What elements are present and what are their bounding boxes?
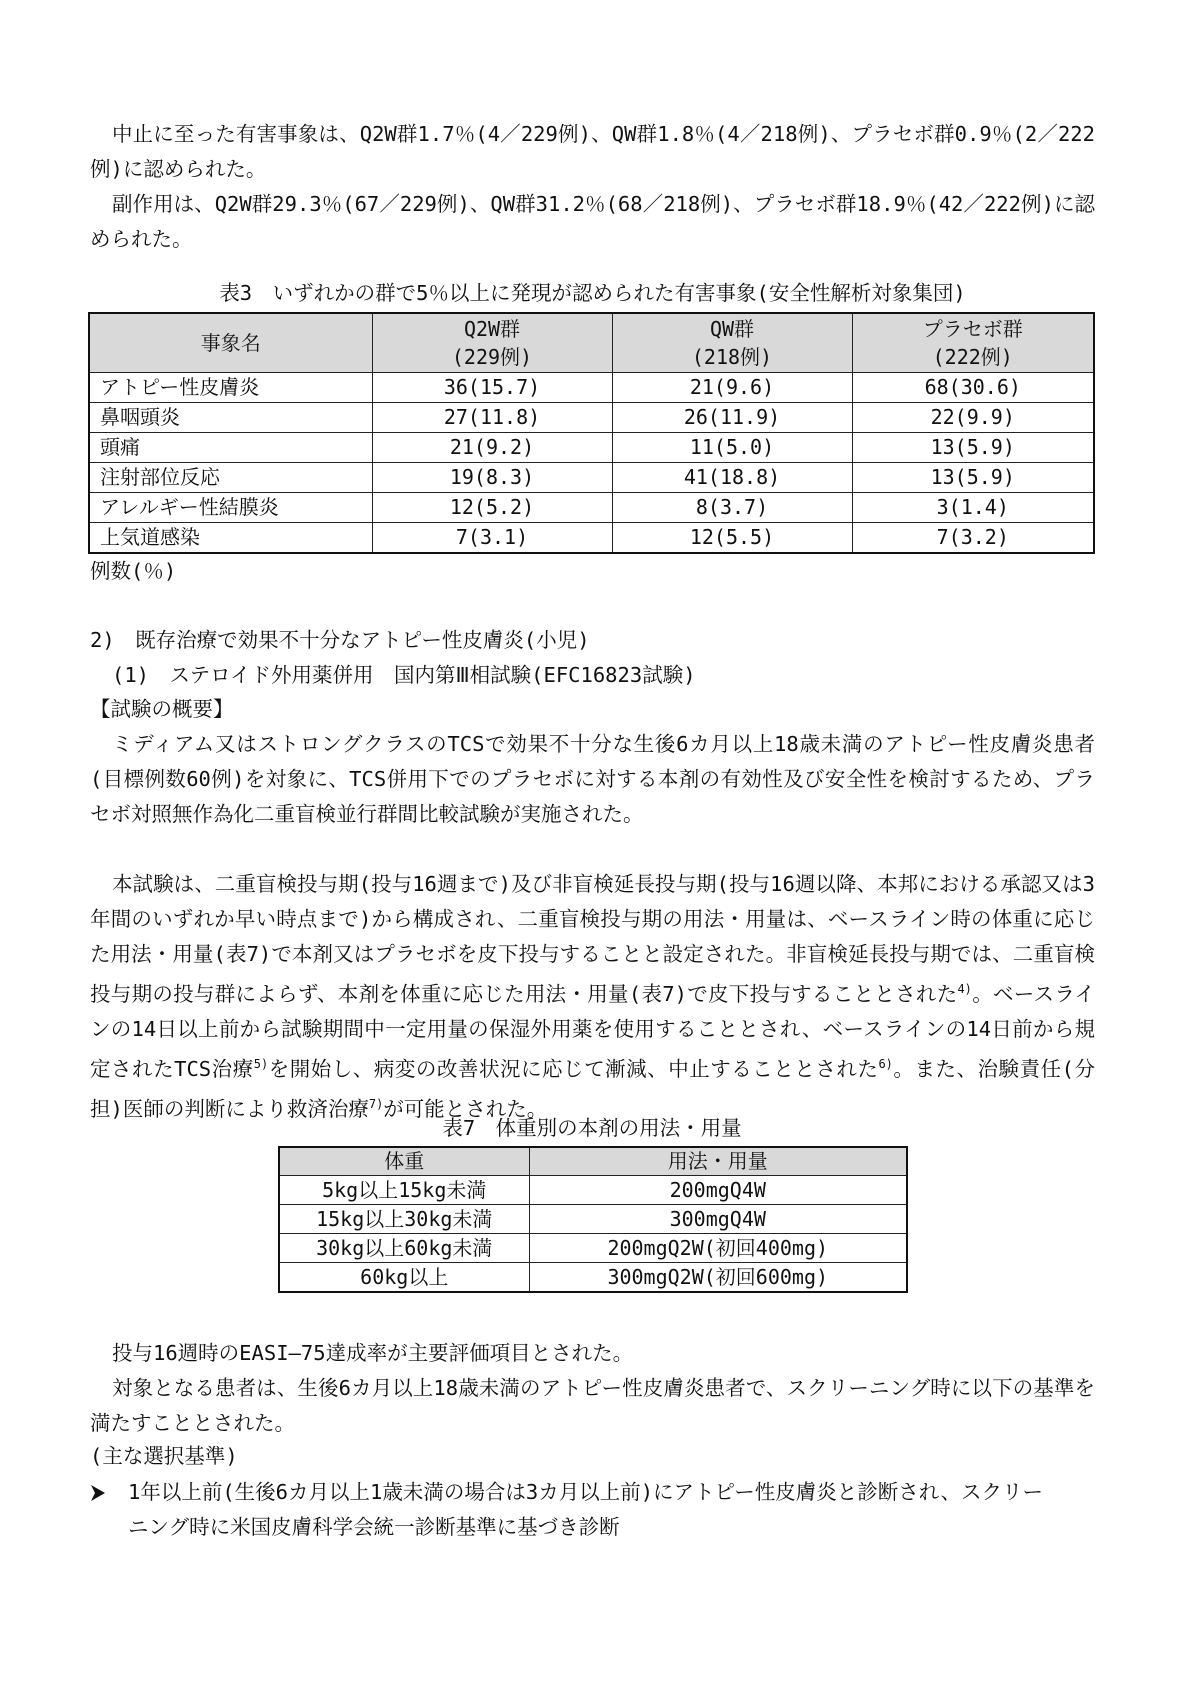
table-row: [89, 433, 1094, 463]
reference-6: 6): [878, 1056, 893, 1071]
header-qw: QW群 (218例): [612, 313, 852, 373]
paragraph-trial-schedule: 本試験は、二重盲検投与期(投与16週まで)及び非盲検延長投与期(投与16週以降、本邦における承認又は3年間のいずれか早い時点まで)から構成され、二重盲検投与期の用法・用量は、ベースライン時の体重に応じた用法・用量(表7)で本剤又はプラセボを皮下投与することと設定された。非盲検延長投与期では、二重盲検投与期の投与群によらず、本剤を体重に応じた用法・用量(表7)で皮下投与することとされた$^{4)}$。ベースラインの14日以上前から試験期間中一定用量の保湿外用薬を使用することとされ、ベースラインの14日前から規定されたTCS治療$^{5)}$を開始し、病変の改善状況に応じて漸減、中止することとされた$^{6)}$。また、治験責任(分担)医師の判断により救済治療$^{7)}$が可能とされた。: [90, 872, 1096, 1121]
qw-value: 8(3.7): [612, 493, 852, 523]
table-row: [279, 1263, 907, 1293]
qw-value: 41(18.8): [612, 463, 852, 493]
table-row: [279, 1205, 907, 1234]
table-row: [89, 463, 1094, 493]
table-row: [279, 1176, 907, 1205]
placebo-value: 22(9.9): [852, 403, 1094, 433]
trial-overview-heading: 【試験の概要】: [90, 697, 234, 721]
event-name: 注射部位反応: [89, 463, 372, 493]
adverse-events-table: [88, 312, 1095, 554]
paragraph-trial-design: ミディアム又はストロングクラスのTCSで効果不十分な生後6カ月以上18歳未満のアトピー性皮膚炎患者(目標例数60例)を対象に、TCS併用下でのプラセボに対する本剤の有効性及び安全性を検討するため、プラセボ対照無作為化二重盲検並行群間比較試験が実施された。: [90, 732, 1095, 826]
weight-value: 60kg以上: [279, 1263, 529, 1293]
q2w-value: 12(5.2): [372, 493, 612, 523]
q2w-value: 21(9.2): [372, 433, 612, 463]
placebo-value: 13(5.9): [852, 433, 1094, 463]
table-header-row: [89, 313, 1094, 373]
reference-5: 5): [253, 1056, 269, 1071]
event-name: アレルギー性結膜炎: [89, 493, 372, 523]
weight-value: 30kg以上60kg未満: [279, 1234, 529, 1263]
header-weight: 体重: [279, 1147, 529, 1176]
event-name: 頭痛: [89, 433, 372, 463]
header-q2w: Q2W群 (229例): [372, 313, 612, 373]
placebo-value: 68(30.6): [852, 373, 1094, 403]
table-row: [89, 403, 1094, 433]
selection-criteria-heading: (主な選択基準): [90, 1444, 238, 1468]
q2w-value: 19(8.3): [372, 463, 612, 493]
table-row: [89, 523, 1094, 554]
dose-value: 300mgQ4W: [529, 1205, 907, 1234]
qw-value: 11(5.0): [612, 433, 852, 463]
qw-value: 12(5.5): [612, 523, 852, 554]
reference-7: 7): [368, 1096, 384, 1111]
weight-value: 15kg以上30kg未満: [279, 1205, 529, 1234]
placebo-value: 7(3.2): [852, 523, 1094, 554]
criteria-item-1-line-2: ニング時に米国皮膚科学会統一診断基準に基づき診断: [128, 1515, 620, 1539]
header-dose: 用法・用量: [529, 1147, 907, 1176]
event-name: アトピー性皮膚炎: [89, 373, 372, 403]
table-row: [89, 373, 1094, 403]
q2w-value: 7(3.1): [372, 523, 612, 554]
header-event-name: 事象名: [89, 313, 372, 373]
dose-value: 200mgQ4W: [529, 1176, 907, 1205]
qw-value: 21(9.6): [612, 373, 852, 403]
dosage-table: [278, 1146, 908, 1293]
table-row: [89, 493, 1094, 523]
paragraph-discontinuation: 中止に至った有害事象は、Q2W群1.7％(4／229例)、QW群1.8％(4／218例)、プラセボ群0.9％(2／222例)に認められた。: [90, 122, 1095, 181]
event-name: 鼻咽頭炎: [89, 403, 372, 433]
dose-value: 300mgQ2W(初回600mg): [529, 1263, 907, 1293]
reference-4: 4): [957, 982, 972, 996]
table-header-row: [279, 1147, 907, 1176]
qw-value: 26(11.9): [612, 403, 852, 433]
table3-caption: 表3 いずれかの群で5％以上に発現が認められた有害事象(安全性解析対象集団): [219, 281, 966, 305]
table7-caption: 表7 体重別の本剤の用法・用量: [442, 1116, 742, 1140]
q2w-value: 36(15.7): [372, 373, 612, 403]
event-name: 上気道感染: [89, 523, 372, 554]
dose-value: 200mgQ2W(初回400mg): [529, 1234, 907, 1263]
placebo-value: 13(5.9): [852, 463, 1094, 493]
placebo-value: 3(1.4): [852, 493, 1094, 523]
weight-value: 5kg以上15kg未満: [279, 1176, 529, 1205]
section2-subheading: (1) ステロイド外用薬併用 国内第Ⅲ相試験(EFC16823試験): [112, 663, 696, 687]
q2w-value: 27(11.8): [372, 403, 612, 433]
section2-heading: 2) 既存治療で効果不十分なアトピー性皮膚炎(小児): [90, 628, 590, 652]
paragraph-patient-population: 対象となる患者は、生後6カ月以上18歳未満のアトピー性皮膚炎患者で、スクリーニング時に以下の基準を満たすこととされた。: [90, 1376, 1095, 1435]
paragraph-adverse-reactions: 副作用は、Q2W群29.3％(67／229例)、QW群31.2％(68／218例)、プラセボ群18.9％(42／222例)に認められた。: [90, 192, 1095, 251]
table3-footnote: 例数(％): [90, 559, 177, 583]
header-placebo: プラセボ群 (222例): [852, 313, 1094, 373]
criteria-item-1-line-1: 1年以上前(生後6カ月以上1歳未満の場合は3カ月以上前)にアトピー性皮膚炎と診断され、スクリー: [128, 1480, 1043, 1504]
arrow-bullet-icon: [90, 1484, 106, 1502]
paragraph-primary-endpoint: 投与16週時のEASI―75達成率が主要評価項目とされた。: [112, 1341, 634, 1365]
table-row: [279, 1234, 907, 1263]
